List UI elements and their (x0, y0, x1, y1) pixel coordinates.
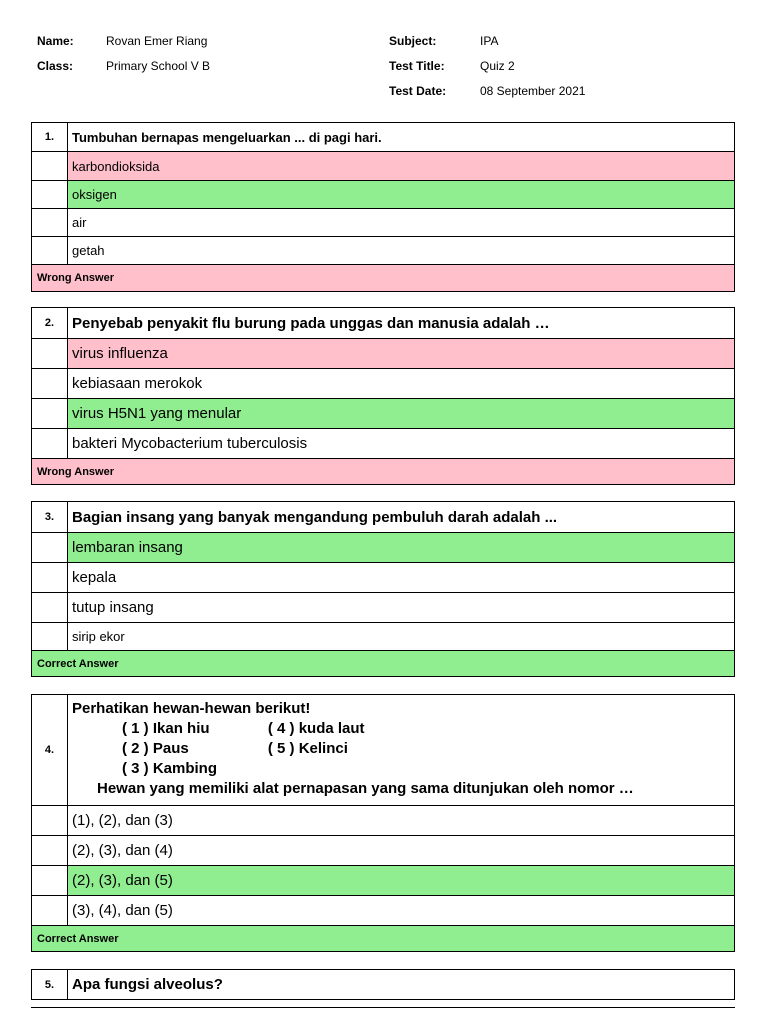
question-3 (31, 501, 735, 677)
option-correct[interactable]: oksigen (68, 181, 734, 208)
class-label: Class: (37, 59, 74, 73)
question-number: 3. (32, 502, 68, 532)
question-text: Bagian insang yang banyak mengandung pembuluh darah adalah ... (72, 508, 558, 526)
question-text-block (68, 695, 734, 805)
option-number-cell (32, 896, 68, 925)
option-row[interactable] (32, 805, 734, 835)
test-title-value: Quiz 2 (480, 59, 515, 73)
option[interactable]: (1), (2), dan (3) (72, 812, 173, 829)
option-number-cell (32, 181, 68, 208)
question-1 (31, 122, 735, 292)
option-row[interactable] (32, 151, 734, 180)
option-row[interactable] (32, 895, 734, 925)
question-number: 4. (32, 695, 68, 805)
subject-label: Subject: (389, 34, 437, 48)
question-row (32, 123, 734, 151)
option-number-cell (32, 563, 68, 592)
option-number-cell (32, 339, 68, 368)
option-row[interactable] (32, 208, 734, 236)
option-number-cell (32, 237, 68, 264)
question-row (32, 695, 734, 805)
test-date-value: 08 September 2021 (480, 84, 586, 98)
option[interactable]: sirip ekor (72, 629, 125, 644)
question-row (32, 308, 734, 338)
option-row[interactable] (32, 835, 734, 865)
next-row-divider (31, 1007, 735, 1008)
option-number-cell (32, 623, 68, 650)
question-number: 1. (32, 123, 68, 151)
option[interactable]: kepala (72, 569, 117, 586)
name-label: Name: (37, 34, 74, 48)
question-line: ( 3 ) Kambing (72, 760, 218, 777)
question-number: 5. (32, 970, 68, 999)
test-date-label: Test Date: (389, 84, 447, 98)
option[interactable]: bakteri Mycobacterium tuberculosis (72, 435, 308, 452)
option-correct[interactable]: virus H5N1 yang menular (68, 399, 734, 428)
question-row (32, 502, 734, 532)
option-number-cell (32, 533, 68, 562)
option-number-cell (32, 593, 68, 622)
question-4 (31, 694, 735, 952)
option-number-cell (32, 399, 68, 428)
answer-status: Wrong Answer (32, 458, 734, 484)
name-value: Rovan Emer Riang (106, 34, 208, 48)
option-number-cell (32, 369, 68, 398)
option-selected-wrong[interactable]: karbondioksida (68, 152, 734, 180)
option-row[interactable] (32, 398, 734, 428)
question-2 (31, 307, 735, 485)
question-line: ( 1 ) Ikan hiu ( 4 ) kuda laut (72, 720, 365, 737)
option-number-cell (32, 429, 68, 458)
option-row[interactable] (32, 368, 734, 398)
option-row[interactable] (32, 236, 734, 264)
option-row[interactable] (32, 428, 734, 458)
question-number: 2. (32, 308, 68, 338)
option[interactable]: getah (72, 243, 105, 258)
option-row[interactable] (32, 865, 734, 895)
question-text (68, 695, 634, 805)
option[interactable]: air (72, 215, 87, 230)
class-value: Primary School V B (106, 59, 211, 73)
option[interactable]: (2), (3), dan (4) (72, 842, 173, 859)
option-correct[interactable]: lembaran insang (68, 533, 734, 562)
option-number-cell (32, 152, 68, 180)
option[interactable]: kebiasaan merokok (72, 375, 203, 392)
answer-status: Correct Answer (32, 650, 734, 676)
option-row[interactable] (32, 338, 734, 368)
option-row[interactable] (32, 622, 734, 650)
option-selected-wrong[interactable]: virus influenza (68, 339, 734, 368)
student-info-header (0, 0, 768, 110)
option-number-cell (32, 866, 68, 895)
option-number-cell (32, 209, 68, 236)
answer-status: Wrong Answer (32, 264, 734, 291)
subject-value: IPA (480, 34, 499, 48)
question-text: Apa fungsi alveolus? (72, 976, 223, 993)
option-number-cell (32, 836, 68, 865)
option-number-cell (32, 806, 68, 835)
option[interactable]: tutup insang (72, 599, 154, 616)
question-text: Tumbuhan bernapas mengeluarkan ... di pagi hari. (72, 129, 382, 145)
option-row[interactable] (32, 180, 734, 208)
test-title-label: Test Title: (389, 59, 445, 73)
question-line: ( 2 ) Paus ( 5 ) Kelinci (72, 740, 348, 757)
question-line: Perhatikan hewan-hewan berikut! (72, 700, 311, 717)
question-line: Hewan yang memiliki alat pernapasan yang sama ditunjukan oleh nomor … (72, 780, 634, 797)
question-5 (31, 969, 735, 1000)
option-row[interactable] (32, 562, 734, 592)
answer-status: Correct Answer (32, 925, 734, 951)
option-row[interactable] (32, 592, 734, 622)
option[interactable]: (3), (4), dan (5) (72, 902, 173, 919)
option-row[interactable] (32, 532, 734, 562)
question-text: Penyebab penyakit flu burung pada unggas dan manusia adalah … (72, 314, 550, 332)
option-correct[interactable]: (2), (3), dan (5) (68, 866, 734, 895)
question-row (32, 970, 734, 999)
